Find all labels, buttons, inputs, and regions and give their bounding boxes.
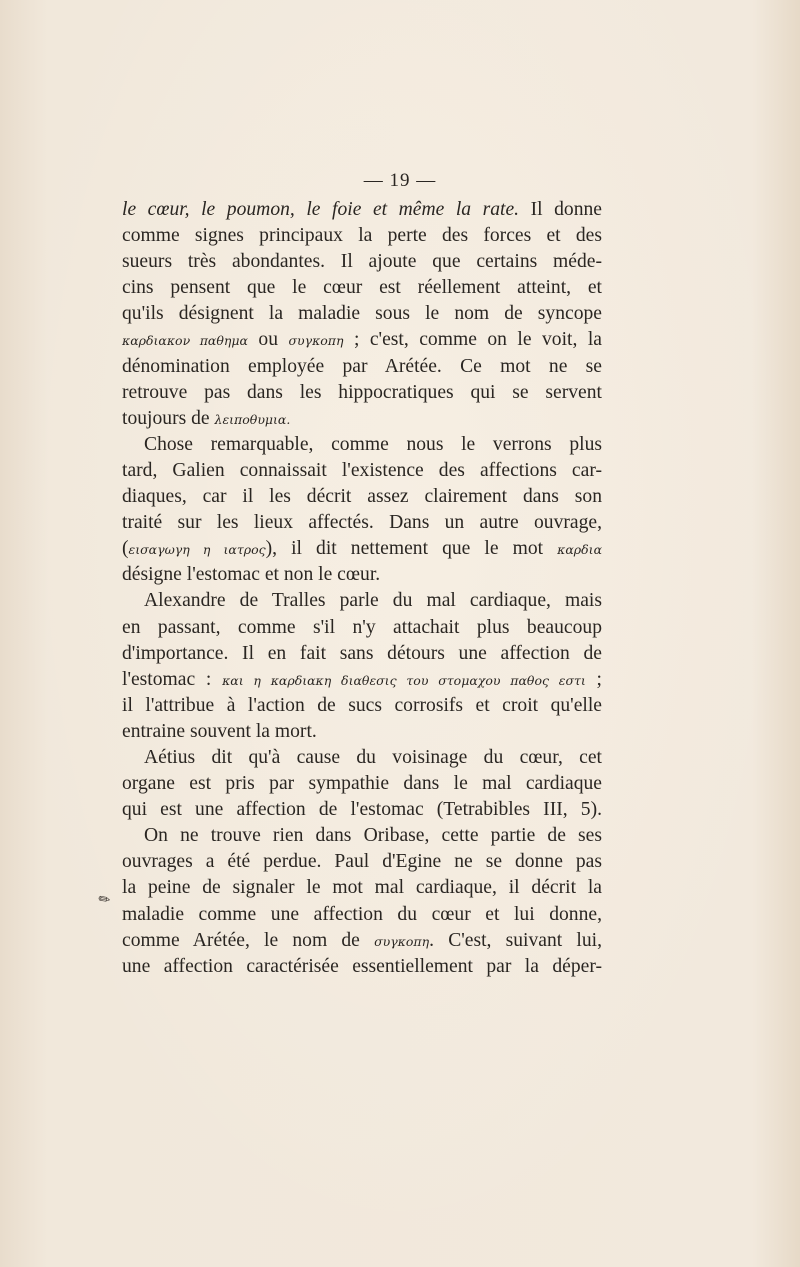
greek-text: καρδια (557, 542, 603, 558)
text-run: toujours de (122, 407, 215, 429)
text-run: qu'ils désignent la maladie sous le nom de syncope (122, 303, 602, 325)
text-run: qui est une affection de l'estomac (Tetrabibles III, 5). (122, 799, 602, 821)
text-line (122, 928, 602, 954)
text-run: Aétius dit qu'à cause du voisinage du cœur, cet (144, 746, 602, 768)
text-run: diaques, car il les décrit assez clairement dans son (122, 486, 602, 508)
margin-mark: ✎ (95, 890, 115, 910)
text-line (122, 797, 602, 823)
text-line (122, 719, 602, 745)
text-run: sueurs très abondantes. Il ajoute que certains méde- (122, 251, 602, 273)
text-line (122, 354, 602, 380)
text-run: ; (585, 668, 602, 690)
text-line (122, 249, 602, 275)
text-line (122, 536, 602, 562)
text-line (122, 875, 602, 901)
text-run: On ne trouve rien dans Oribase, cette partie de ses (144, 825, 602, 847)
greek-text: καρδιακον παθημα (122, 333, 248, 349)
text-run: une affection caractérisée essentiellement par la déper- (122, 955, 602, 977)
text-line (122, 301, 602, 327)
text-line (122, 432, 602, 458)
text-line (122, 902, 602, 928)
greek-text: λειποθυμια. (214, 411, 291, 427)
text-line (122, 484, 602, 510)
text-line (122, 849, 602, 875)
text-run: organe est pris par sympathie dans le mal cardiaque (122, 773, 602, 795)
text-run: ), il dit nettement que le mot (265, 538, 558, 560)
text-run: la peine de signaler le mot mal cardiaque, il décrit la (122, 877, 602, 899)
text-line (122, 275, 602, 301)
text-run: . C'est, suivant lui, (429, 929, 602, 951)
text-run: dénomination employée par Arétée. Ce mot ne se (122, 355, 602, 377)
text-run: tard, Galien connaissait l'existence des affections car- (122, 459, 602, 481)
text-run: d'importance. Il en fait sans détours une affection de (122, 642, 602, 664)
text-run: retrouve pas dans les hippocratiques qui se servent (122, 381, 602, 403)
text-run: ( (122, 538, 129, 560)
text-line (122, 641, 602, 667)
text-run: ouvrages a été perdue. Paul d'Egine ne se donne pas (122, 851, 602, 873)
text-line (122, 823, 602, 849)
text-line (122, 223, 602, 249)
text-run: en passant, comme s'il n'y attachait plus beaucoup (122, 616, 602, 638)
text-line (122, 667, 602, 693)
text-line (122, 197, 602, 223)
text-run: maladie comme une affection du cœur et lui donne, (122, 903, 602, 925)
italic-text: le cœur, le poumon, le foie et même la rate. (122, 199, 520, 220)
text-line (122, 562, 602, 588)
greek-text: εισαγωγη η ιατρος (128, 542, 266, 558)
text-line (122, 745, 602, 771)
text-run: ou (247, 329, 289, 351)
text-line (122, 954, 602, 980)
text-run: Alexandre de Tralles parle du mal cardiaque, mais (144, 590, 602, 612)
text-run: entraine souvent la mort. (122, 720, 317, 742)
text-run: Chose remarquable, comme nous le verrons plus (144, 433, 602, 455)
text-run: désigne l'estomac et non le cœur. (122, 564, 381, 586)
text-line (122, 588, 602, 614)
greek-text: και η καρδιακη διαθεσις του στομαχου παθος εστι (222, 672, 586, 688)
text-line (122, 771, 602, 797)
text-line (122, 406, 602, 432)
text-run: ; c'est, comme on le voit, la (343, 329, 602, 351)
text-line (122, 510, 602, 536)
text-line (122, 458, 602, 484)
text-run: l'estomac : (122, 668, 223, 690)
text-run: comme signes principaux la perte des forces et des (122, 225, 602, 247)
text-run: cins pensent que le cœur est réellement atteint, et (122, 277, 602, 299)
body-text (122, 197, 602, 980)
text-line (122, 693, 602, 719)
page-number: — 19 — (363, 170, 437, 191)
text-run: il l'attribue à l'action de sucs corrosifs et croit qu'elle (122, 694, 602, 716)
text-run: traité sur les lieux affectés. Dans un autre ouvrage, (122, 512, 602, 534)
text-line (122, 380, 602, 406)
text-line (122, 615, 602, 641)
text-line (122, 327, 602, 353)
greek-text: συγκοπη (374, 933, 430, 949)
text-run: comme Arétée, le nom de (122, 929, 375, 951)
greek-text: συγκοπη (288, 333, 344, 349)
text-run: Il donne (519, 199, 602, 220)
